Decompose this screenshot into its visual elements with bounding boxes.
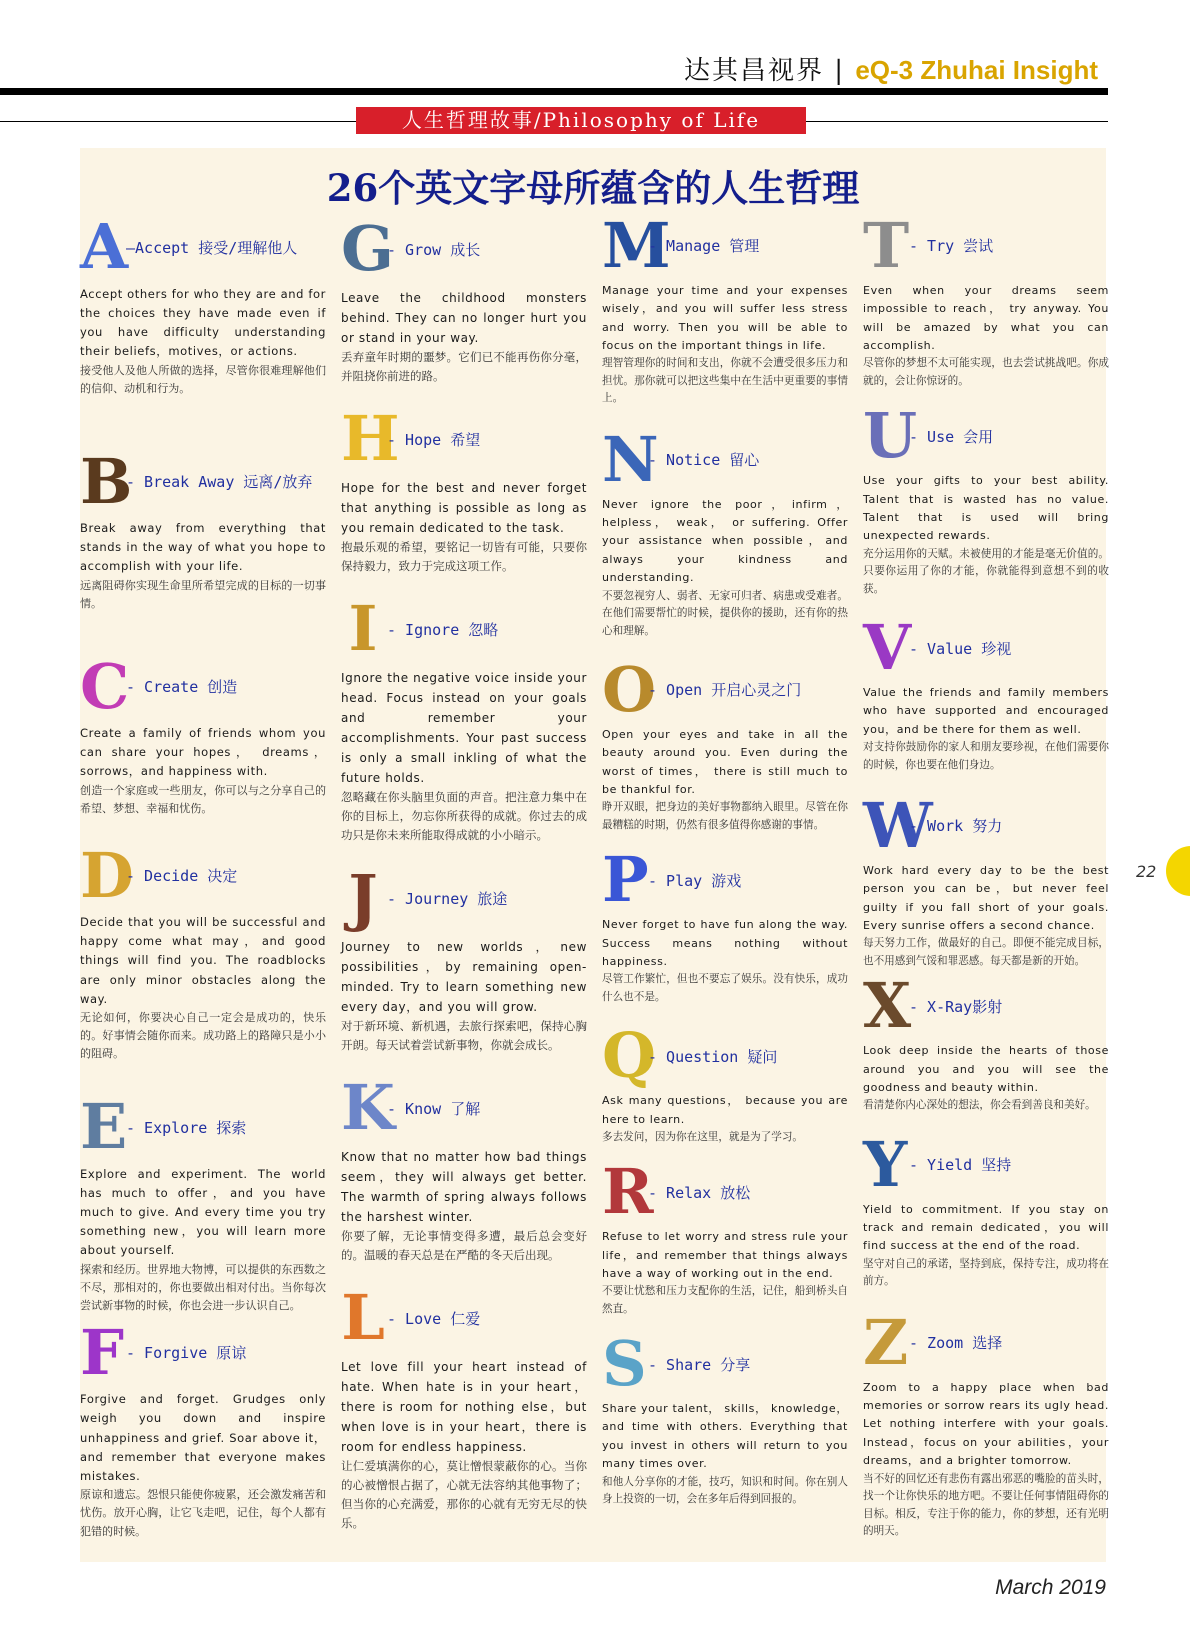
- entry-heading: [80, 1315, 326, 1390]
- entry-keyword: - Hope 希望: [387, 430, 481, 449]
- publication-header: [684, 50, 1098, 87]
- entry-heading: [341, 590, 587, 668]
- entry-text-zh: 看清楚你内心深处的想法，你会看到善良和美好。: [863, 1099, 1096, 1112]
- decorative-letter-x: X: [863, 969, 912, 1043]
- entry-keyword: - Know 了解: [387, 1099, 481, 1118]
- entry-text-zh: 创造一个家庭或一些朋友，你可以与之分享自己的希望、梦想、幸福和忧伤。: [80, 783, 326, 815]
- entry-text-zh: 不要忽视穷人、弱者、无家可归者、病患或受难者。在他们需要帮忙的时候，提供你的援助，还有你的热心和理解。: [602, 589, 848, 637]
- entry-heading: [863, 790, 1109, 862]
- entry-j: [341, 859, 587, 1055]
- entry-text-zh: 你要了解，无论事情变得多遭，最后总会变好的。温暖的春天总是在严酷的冬天后出现。: [341, 1229, 587, 1262]
- entry-text-en: Refuse to let worry and stress rule your life，and remember that things always have a way of working out in the end.: [602, 1230, 848, 1280]
- entry-h: [341, 400, 587, 576]
- entry-heading: [863, 1307, 1109, 1379]
- entry-heading: [80, 444, 326, 519]
- decorative-letter-p: P: [602, 843, 649, 917]
- entry-keyword: - Relax 放松: [648, 1183, 751, 1202]
- section-banner: 人生哲理故事/Philosophy of Life: [356, 107, 806, 134]
- decorative-letter-e: E: [80, 1090, 128, 1164]
- entry-text-en: Yield to commitment. If you stay on track and remain dedicated，you will find success at the end of the road.: [863, 1202, 1109, 1253]
- entry-c: [80, 649, 326, 818]
- entry-k: [341, 1069, 587, 1265]
- entry-text-zh: 抱最乐观的希望，要铭记一切皆有可能，只要你保持毅力，致力于完成这项工作。: [341, 540, 587, 573]
- decorative-letter-k: K: [341, 1071, 395, 1144]
- page-number: 22: [1136, 862, 1157, 881]
- decorative-letter-v: V: [863, 611, 912, 685]
- entry-keyword: - Create 创造: [126, 678, 238, 697]
- entry-text-en: Work hard every day to be the best person you can be，but never feel guilty if you fall short of your goals. Every sunrise offers a second chance.: [863, 863, 1109, 933]
- entry-keyword: - Manage 管理: [648, 237, 760, 256]
- entry-text-zh: 当不好的回忆还有悲伤有露出邪恶的嘴脸的苗头时，找一个让你快乐的地方吧。不要让任何事情阻碍你的目标。相反，专注于你的能力，你的梦想，还有光明的明天。: [863, 1472, 1109, 1538]
- column-4: [863, 210, 1109, 1541]
- entry-heading: [341, 210, 587, 288]
- entry-keyword: - Question 疑问: [648, 1047, 778, 1066]
- decorative-letter-z: Z: [863, 1305, 909, 1379]
- entry-keyword: - Play 游戏: [648, 871, 742, 890]
- entry-p: [602, 844, 848, 1006]
- entry-heading: [341, 859, 587, 937]
- entry-keyword: - Value 珍视: [909, 639, 1012, 658]
- entry-text-en: Zoom to a happy place when bad memories or sorrow rears its ugly head. Let nothing interfere with your goals. Instead，focus on your abilities，your dreams，and a brighter tomorrow.: [863, 1380, 1109, 1468]
- entry-text-zh: 睁开双眼，把身边的美好事物都纳入眼里。尽管在你最糟糕的时期，仍然有很多值得你感谢的事情。: [602, 801, 848, 831]
- entry-keyword: - X-Ray影射: [909, 997, 1003, 1016]
- entry-text-en: Manage your time and your expenses wisely，and you will suffer less stress and worry. Then you will be able to focus on the important things in life.: [602, 283, 848, 352]
- entry-v: [863, 612, 1109, 774]
- entry-keyword: - Zoom 选择: [909, 1334, 1003, 1353]
- entry-w: [863, 790, 1109, 970]
- entry-text-en: Journey to new worlds，new possibilities，by remaining open-minded. Try to learn something new every day，and you will grow.: [341, 940, 587, 1014]
- publication-name-en: eQ-3 Zhuhai Insight: [855, 55, 1098, 85]
- decorative-letter-u: U: [863, 399, 918, 473]
- entry-f: [80, 1315, 326, 1541]
- decorative-letter-a: A: [80, 210, 129, 284]
- entry-heading: [863, 970, 1109, 1042]
- entry-x: [863, 970, 1109, 1114]
- entry-heading: [341, 400, 587, 478]
- entry-heading: [602, 1156, 848, 1228]
- entry-text-en: Never forget to have fun along the way. Success means nothing without happiness.: [602, 918, 848, 968]
- entry-heading: [863, 1129, 1109, 1201]
- entry-heading: [602, 210, 848, 282]
- decorative-letter-i: I: [348, 592, 378, 665]
- publication-name-cn: 达其昌视界: [684, 56, 825, 86]
- decorative-letter-f: F: [80, 1315, 125, 1389]
- issue-date: March 2019: [995, 1576, 1106, 1599]
- entry-text-zh: 理智管理你的时间和支出，你就不会遭受很多压力和担忧。那你就可以把这些集中在生活中更重要的事情上。: [602, 357, 848, 405]
- entry-text-zh: 让仁爱填满你的心，莫让憎恨蒙蔽你的心。当你的心被憎恨占据了，心就无法容纳其他事物了；但当你的心充满爱，那你的心就有无穷无尽的快乐。: [341, 1459, 587, 1530]
- entry-d: [80, 838, 326, 1064]
- entry-keyword: –Accept 接受/理解他人: [126, 238, 298, 257]
- entry-e: [80, 1090, 326, 1316]
- entry-text-zh: 不要让忧愁和压力支配你的生活，记住，船到桥头自然直。: [602, 1285, 848, 1315]
- entry-b: [80, 444, 326, 613]
- decorative-letter-s: S: [602, 1327, 647, 1401]
- entry-keyword: - Use 会用: [909, 427, 994, 446]
- entry-keyword: - Love 仁爱: [387, 1309, 481, 1328]
- entry-text-en: Decide that you will be successful and happy come what may，and good things will find you. The roadblocks are only minor obstacles along the way.: [80, 914, 326, 1006]
- entry-heading: [341, 1069, 587, 1147]
- entry-keyword: - Notice 留心: [648, 451, 760, 470]
- decorative-letter-h: H: [341, 402, 400, 475]
- entry-heading: [602, 1020, 848, 1092]
- entry-heading: [602, 1328, 848, 1400]
- decorative-letter-t: T: [863, 208, 910, 282]
- entry-text-en: Open your eyes and take in all the beauty around you. Even during the worst of times， there is still much to be thankful for.: [602, 727, 848, 797]
- entry-text-en: Ask many questions， because you are here to learn.: [602, 1094, 848, 1126]
- entry-n: [602, 424, 848, 640]
- entry-text-zh: 接受他人及他人所做的选择，尽管你很难理解他们的信仰、动机和行为。: [80, 363, 326, 395]
- entry-o: [602, 654, 848, 834]
- entry-text-en: Know that no matter how bad things seem，they will always get better. The warmth of spring always follows the harshest winter.: [341, 1150, 587, 1224]
- decorative-letter-o: O: [602, 652, 657, 726]
- entry-l: [341, 1279, 587, 1533]
- entry-text-zh: 丢弃童年时期的噩梦。它们已不能再伤你分毫，并阻挠你前进的路。: [341, 350, 587, 383]
- entry-text-zh: 无论如何，你要决心自己一定会是成功的，快乐的。好事情会随你而来。成功路上的路障只是小小的阻碍。: [80, 1010, 326, 1061]
- entry-text-en: Forgive and forget. Grudges only weigh you down and inspire unhappiness and grief. Soar above it，and remember that everyone makes mistakes.: [80, 1392, 326, 1483]
- entry-z: [863, 1307, 1109, 1541]
- entry-text-zh: 多去发问，因为你在这里，就是为了学习。: [602, 1130, 803, 1143]
- entry-text-en: Value the friends and family members who have supported and encouraged you，and be there for them as well.: [863, 685, 1109, 736]
- entry-text-zh: 忽略藏在你头脑里负面的声音。把注意力集中在你的目标上，勿忘你所获得的成就。你过去的成功只是你未来所能取得成就的小小暗示。: [341, 790, 587, 842]
- entry-text-en: Even when your dreams seem impossible to reach， try anyway. You will be amazed by what you can accomplish.: [863, 283, 1109, 352]
- header-separator: |: [834, 56, 846, 86]
- entry-text-zh: 充分运用你的天赋。未被使用的才能是毫无价值的。只要你运用了你的才能，你就能得到意想不到的收获。: [863, 547, 1109, 595]
- entry-a: [80, 210, 326, 398]
- entry-heading: [602, 654, 848, 726]
- entry-keyword: - Ignore 忽略: [387, 620, 499, 639]
- decorative-letter-q: Q: [602, 1019, 657, 1093]
- entry-keyword: - Yield 坚持: [909, 1156, 1012, 1175]
- entry-text-en: Break away from everything that stands in the way of what you hope to accomplish with your life.: [80, 521, 326, 574]
- page-tab-marker: [1166, 846, 1190, 896]
- entry-heading: [863, 210, 1109, 282]
- decorative-letter-y: Y: [863, 1127, 908, 1201]
- decorative-letter-m: M: [602, 208, 671, 282]
- entry-keyword: - Try 尝试: [909, 237, 994, 256]
- decorative-letter-w: W: [863, 788, 933, 862]
- entry-heading: [80, 838, 326, 913]
- article-title: 26个英文字母所蕴含的人生哲理: [326, 166, 860, 210]
- entry-text-zh: 尽管工作繁忙，但也不要忘了娱乐。没有快乐，成功什么也不是。: [602, 973, 848, 1003]
- entry-text-zh: 尽管你的梦想不太可能实现，也去尝试挑战吧。你成就的，会让你惊讶的。: [863, 357, 1109, 387]
- entry-text-zh: 坚守对自己的承诺，坚持到底，保持专注，成功将在前方。: [863, 1257, 1109, 1288]
- entry-keyword: - Journey 旅途: [387, 889, 508, 908]
- entry-r: [602, 1156, 848, 1318]
- entry-s: [602, 1328, 848, 1508]
- entry-text-en: Share your talent， skills， knowledge， and time with others. Everything that you invest in others will return to you many times over.: [602, 1402, 848, 1471]
- entry-heading: [80, 210, 326, 285]
- entry-t: [863, 210, 1109, 390]
- decorative-letter-b: B: [80, 444, 133, 518]
- entry-text-en: Use your gifts to your best ability. Talent that is wasted has no value. Talent that is used will bring unexpected rewards.: [863, 474, 1109, 543]
- entry-y: [863, 1129, 1109, 1291]
- entry-u: [863, 400, 1109, 598]
- entry-text-en: Explore and experiment. The world has much to offer，and you have much to give. And every time you try something new，you will learn more about yourself.: [80, 1166, 326, 1258]
- entry-keyword: - Explore 探索: [126, 1118, 247, 1137]
- entry-text-en: Create a family of friends whom you can share your hopes， dreams， sorrows，and happiness with.: [80, 725, 326, 779]
- entry-m: [602, 210, 848, 408]
- column-1: [80, 210, 326, 1541]
- entry-keyword: - Share 分享: [648, 1355, 751, 1374]
- entry-heading: [863, 400, 1109, 472]
- decorative-letter-n: N: [602, 422, 659, 496]
- entry-text-zh: 探索和经历。世界地大物博，可以提供的东西数之不尽，那相对的，你也要做出相对付出。当你每次尝试新事物的时候，你也会进一步认识自己。: [80, 1262, 326, 1313]
- decorative-letter-d: D: [80, 838, 134, 912]
- entry-q: [602, 1020, 848, 1146]
- entry-text-zh: 对于新环境、新机遇，去旅行探索吧，保持心胸开朗。每天试着尝试新事物，你就会成长。: [341, 1019, 587, 1052]
- entry-keyword: - Work 努力: [909, 817, 1003, 836]
- entry-text-zh: 对支持你鼓励你的家人和朋友要珍视，在他们需要你的时候，你也要在他们身边。: [863, 741, 1109, 771]
- entry-text-en: Look deep inside the hearts of those around you and you will see the goodness and beauty within.: [863, 1044, 1109, 1095]
- decorative-letter-c: C: [80, 649, 130, 723]
- entry-heading: [80, 1090, 326, 1165]
- header-rule-thick: [0, 88, 1108, 95]
- entry-i: [341, 590, 587, 845]
- entry-text-zh: 每天努力工作，做最好的自己。即便不能完成目标，也不用感到气馁和罪恶感。每天都是新的开始。: [863, 937, 1109, 967]
- entry-heading: [341, 1279, 587, 1357]
- entry-keyword: - Forgive 原谅: [126, 1344, 247, 1363]
- decorative-letter-g: G: [341, 212, 394, 285]
- entry-keyword: - Open 开启心灵之门: [648, 681, 802, 700]
- decorative-letter-l: L: [341, 1281, 385, 1354]
- entry-keyword: - Decide 决定: [126, 867, 238, 885]
- entry-heading: [602, 424, 848, 496]
- entry-heading: [80, 649, 326, 724]
- decorative-letter-j: J: [348, 861, 378, 934]
- entry-text-en: Accept others for who they are and for the choices they have made even if you have difficulty understanding their beliefs，motives，or actions.: [80, 286, 326, 359]
- entry-text-en: Ignore the negative voice inside your head. Focus instead on your goals and remember your accomplishments. Your past success is only a small inkling of what the future holds.: [341, 671, 587, 785]
- entry-keyword: - Grow 成长: [387, 240, 481, 259]
- decorative-letter-r: R: [602, 1155, 654, 1229]
- column-2: [341, 210, 587, 1533]
- entry-keyword: - Break Away 远离/放弃: [126, 473, 313, 492]
- entry-text-en: Hope for the best and never forget that anything is possible as long as you remain dedicated to the task.: [341, 481, 587, 535]
- entry-text-zh: 和他人分享你的才能，技巧，知识和时间。你在别人身上投资的一切，会在多年后得到回报的。: [602, 1475, 848, 1506]
- entry-text-en: Never ignore the poor，infirm，helpless， weak， or suffering. Offer your assistance when possible，and always your kindness and understanding.: [602, 497, 848, 585]
- entry-heading: [863, 612, 1109, 684]
- entry-text-zh: 远离阻碍你实现生命里所希望完成的目标的一切事情。: [80, 578, 326, 610]
- column-3: [602, 210, 848, 1509]
- entry-heading: [602, 844, 848, 916]
- entry-text-zh: 原谅和遗忘。怨恨只能使你疲累，还会激发痛苦和忧伤。放开心胸，让它飞走吧，记住，每个人都有犯错的时候。: [80, 1488, 326, 1538]
- entry-g: [341, 210, 587, 386]
- entry-text-en: Leave the childhood monsters behind. They can no longer hurt you or stand in your way.: [341, 291, 587, 345]
- entry-text-en: Let love fill your heart instead of hate. When hate is in your heart，there is room for nothing else，but when love is in your heart，there is room for endless happiness.: [341, 1360, 587, 1454]
